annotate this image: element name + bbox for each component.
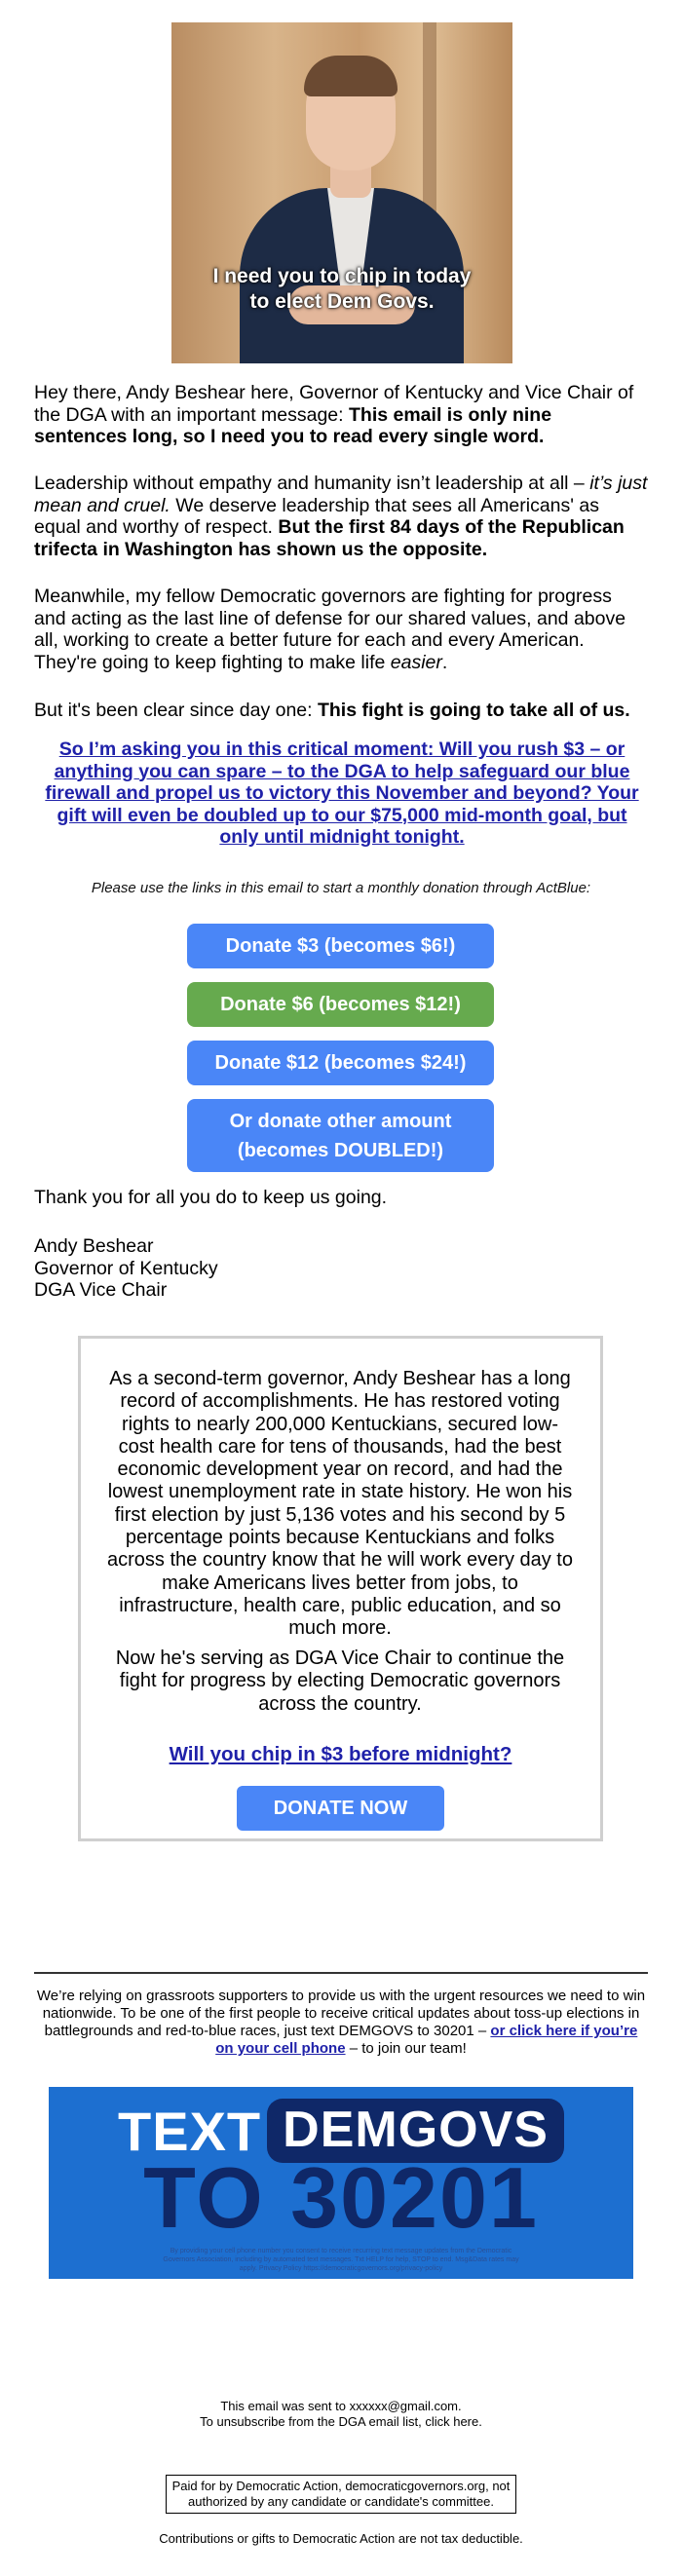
donate-6-button[interactable]: Donate $6 (becomes $12!): [187, 982, 494, 1027]
footer-sent-to: This email was sent to xxxxxx@gmail.com.: [220, 2399, 462, 2413]
chip-in-link[interactable]: Will you chip in $3 before midnight?: [169, 1743, 512, 1765]
donation-ask-link[interactable]: So I’m asking you in this critical moment: Will you rush $3 – or anything you can spare – to the DGA to help safeguard our blue firewall and propel us to victory this November and beyond? Your gift will even be doubled up to our $75,000 mid-month goal, but only until midnight tonight.: [45, 739, 639, 848]
hero-caption-line2: to elect Dem Govs.: [249, 290, 435, 313]
para2-text: Leadership without empathy and humanity isn’t leadership at all –: [34, 473, 590, 494]
thanks-text: Thank you for all you do to keep us going.: [34, 1187, 388, 1208]
donate-now-button[interactable]: DONATE NOW: [237, 1786, 444, 1831]
hero-hair: [304, 56, 398, 96]
para3-end: .: [441, 651, 448, 673]
donate-other-line2: (becomes DOUBLED!): [237, 1139, 444, 1161]
para3-text: Meanwhile, my fellow Democratic governors are fighting for progress and acting as the last line of defense for our shared values, and above all, working to create a better future for each and every American. They're going to keep fighting to make life: [34, 586, 626, 673]
paid-for-text: Paid for by Democratic Action, democraticgovernors.org, not authorized by any candidate or candidate's committee.: [171, 2479, 511, 2509]
footer-unsubscribe[interactable]: To unsubscribe from the DGA email list, click here.: [200, 2414, 482, 2429]
paid-for-disclaimer: [166, 2475, 516, 2514]
hero-caption: [171, 264, 512, 315]
para2-bold: But the first 84 days of the Republican trifecta in Washington has shown us the opposite.: [34, 516, 625, 560]
para3-italic: easier: [390, 651, 442, 673]
bio-paragraph: As a second-term governor, Andy Beshear has a long record of accomplishments. He has restored voting rights to nearly 200,000 Kentuckians, secured low-cost health care for tens of thousands, had the best economic development year on record, and had the lowest unemployment rate in state history. He won his first election by just 5,136 votes and his second by 5 percentage points because Kentuckians and folks across the country know that he will work every day to make Americans lives better from jobs, to infrastructure, health care, public education, and so much more.: [107, 1368, 573, 1640]
section-divider: [34, 1972, 648, 1974]
para4-text: But it's been clear since day one:: [34, 700, 318, 721]
intro-paragraph: [34, 382, 648, 448]
footer-tax-note: Contributions or gifts to Democratic Action are not tax deductible.: [159, 2531, 523, 2546]
hero-caption-line1: I need you to chip in today: [212, 265, 472, 287]
dga-vice-chair-paragraph: Now he's serving as DGA Vice Chair to continue the fight for progress by electing Democratic governors across the country.: [115, 1648, 565, 1715]
signature-name: Andy Beshear: [34, 1235, 154, 1257]
donate-12-button[interactable]: Donate $12 (becomes $24!): [187, 1041, 494, 1085]
leadership-paragraph: [34, 473, 648, 560]
para2-text2: We deserve leadership that sees all Americans' as equal and worthy of respect.: [34, 494, 600, 538]
sms-text: We’re relying on grassroots supporters to provide us with the urgent resources we need to win nationwide. To be one of the first people to receive critical updates about toss-up elections in battlegrounds and red-to-blue races, just text DEMGOVS to 30201 –: [36, 1988, 646, 2039]
donate-other-line1: Or donate other amount: [229, 1110, 452, 1132]
banner-keyword-pill: DEMGOVS: [267, 2099, 564, 2163]
bio-box: [78, 1336, 603, 1841]
banner-to-number: TO 30201: [143, 2149, 539, 2246]
sms-signup-text: [34, 1988, 648, 2058]
sms-cell-phone-link[interactable]: or click here if you’re on your cell phone: [215, 2023, 638, 2057]
intro-text: Hey there, Andy Beshear here, Governor of Kentucky and Vice Chair of the DGA with an important message:: [34, 382, 634, 426]
para2-italic: it’s just mean and cruel.: [34, 473, 648, 516]
banner-fine-print: By providing your cell phone number you consent to receive recurring text message updates from the Democratic Governors Association, including by automated text messages. Txt HELP for help, STOP to end. Msg&Data rates may apply. Privacy Policy https://democraticgovernors.org/privacy-policy: [163, 2248, 519, 2272]
governors-paragraph: [34, 586, 648, 673]
hero-video-still[interactable]: [171, 22, 512, 363]
donate-other-button[interactable]: [187, 1099, 494, 1172]
signature-title-dga: DGA Vice Chair: [34, 1279, 168, 1301]
donate-3-button[interactable]: Donate $3 (becomes $6!): [187, 924, 494, 968]
actblue-note: Please use the links in this email to start a monthly donation through ActBlue:: [91, 880, 591, 896]
signature: [34, 1235, 648, 1302]
intro-bold: This email is only nine sentences long, so I need you to read every single word.: [34, 403, 552, 447]
sms-end: – to join our team!: [345, 2040, 467, 2057]
para4-bold: This fight is going to take all of us.: [317, 700, 630, 721]
fight-paragraph: [34, 700, 648, 722]
banner-text-word: TEXT: [118, 2100, 262, 2162]
text-demgovs-banner[interactable]: [49, 2087, 633, 2279]
signature-title-governor: Governor of Kentucky: [34, 1257, 218, 1279]
